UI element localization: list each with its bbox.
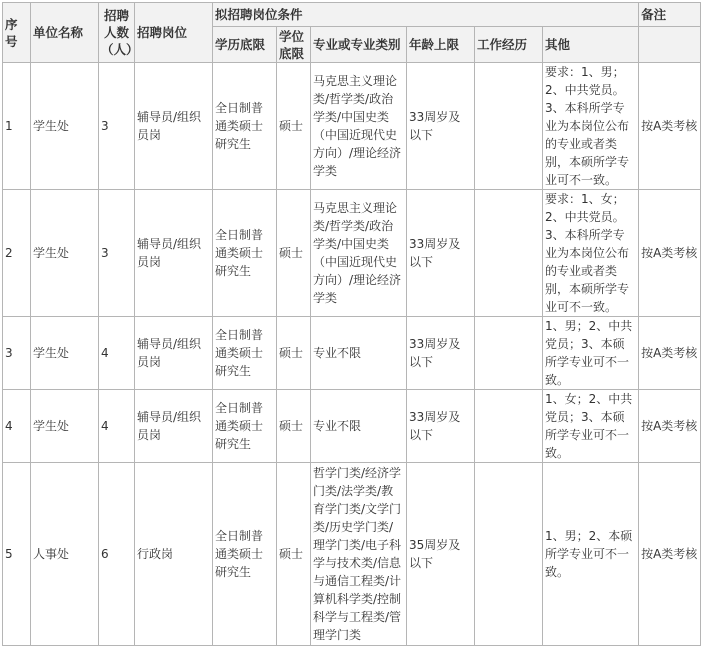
cell-degree: 硕士: [277, 390, 311, 463]
cell-major: 专业不限: [311, 317, 407, 390]
cell-other: 1、女；2、中共党员；3、本硕所学专业可不一致。: [543, 390, 639, 463]
cell-count: 4: [99, 317, 135, 390]
cell-position: 辅导员/组织员岗: [135, 390, 213, 463]
cell-count: 4: [99, 390, 135, 463]
cell-experience: [475, 390, 543, 463]
cell-remarks: 按A类考核: [639, 63, 701, 190]
header-conditions: 拟招聘岗位条件: [213, 3, 639, 27]
table-row: [3, 63, 701, 190]
cell-seq: 4: [3, 390, 31, 463]
table-row: [3, 190, 701, 317]
cell-seq: 2: [3, 190, 31, 317]
cell-remarks: 按A类考核: [639, 190, 701, 317]
cell-seq: 1: [3, 63, 31, 190]
cell-age: 33周岁及以下: [407, 390, 475, 463]
cell-age: 35周岁及以下: [407, 463, 475, 646]
cell-position: 辅导员/组织员岗: [135, 63, 213, 190]
cell-other: 1、男；2、中共党员；3、本硕所学专业可不一致。: [543, 317, 639, 390]
table-row: [3, 390, 701, 463]
cell-edu: 全日制普通类硕士研究生: [213, 63, 277, 190]
recruitment-table: [2, 2, 701, 646]
header-remarks: 备注: [639, 3, 701, 27]
cell-unit: 学生处: [31, 317, 99, 390]
cell-other: 1、男；2、本硕所学专业可不一致。: [543, 463, 639, 646]
header-other: 其他: [543, 27, 639, 63]
table-row: [3, 463, 701, 646]
cell-experience: [475, 463, 543, 646]
header-edu: 学历底限: [213, 27, 277, 63]
cell-remarks: 按A类考核: [639, 390, 701, 463]
cell-edu: 全日制普通类硕士研究生: [213, 463, 277, 646]
table-row: [3, 317, 701, 390]
cell-experience: [475, 317, 543, 390]
cell-edu: 全日制普通类硕士研究生: [213, 317, 277, 390]
cell-age: 33周岁及以下: [407, 63, 475, 190]
header-unit: 单位名称: [31, 3, 99, 63]
cell-remarks: 按A类考核: [639, 317, 701, 390]
cell-position: 行政岗: [135, 463, 213, 646]
cell-degree: 硕士: [277, 190, 311, 317]
header-experience: 工作经历: [475, 27, 543, 63]
cell-edu: 全日制普通类硕士研究生: [213, 190, 277, 317]
header-degree: 学位底限: [277, 27, 311, 63]
cell-age: 33周岁及以下: [407, 190, 475, 317]
cell-count: 6: [99, 463, 135, 646]
cell-major: 马克思主义理论类/哲学类/政治学类/中国史类（中国近现代史方向）/理论经济学类: [311, 190, 407, 317]
header-position: 招聘岗位: [135, 3, 213, 63]
header-major: 专业或专业类别: [311, 27, 407, 63]
cell-degree: 硕士: [277, 463, 311, 646]
cell-major: 哲学门类/经济学门类/法学类/教育学门类/文学门类/历史学门类/理学门类/电子科学与技术类/信息与通信工程类/计算机科学类/控制科学与工程类/管理学门类: [311, 463, 407, 646]
cell-major: 马克思主义理论类/哲学类/政治学类/中国史类（中国近现代史方向）/理论经济学类: [311, 63, 407, 190]
header-age: 年龄上限: [407, 27, 475, 63]
cell-major: 专业不限: [311, 390, 407, 463]
header-seq: 序号: [3, 3, 31, 63]
cell-seq: 5: [3, 463, 31, 646]
cell-degree: 硕士: [277, 63, 311, 190]
header-remarks-blank: [639, 27, 701, 63]
cell-position: 辅导员/组织员岗: [135, 190, 213, 317]
cell-remarks: 按A类考核: [639, 463, 701, 646]
cell-unit: 学生处: [31, 190, 99, 317]
cell-experience: [475, 63, 543, 190]
cell-seq: 3: [3, 317, 31, 390]
cell-edu: 全日制普通类硕士研究生: [213, 390, 277, 463]
cell-unit: 学生处: [31, 63, 99, 190]
cell-age: 33周岁及以下: [407, 317, 475, 390]
cell-unit: 学生处: [31, 390, 99, 463]
header-count: 招聘人数（人）: [99, 3, 135, 63]
cell-count: 3: [99, 63, 135, 190]
cell-experience: [475, 190, 543, 317]
cell-position: 辅导员/组织员岗: [135, 317, 213, 390]
cell-other: 要求：1、女；2、中共党员。3、本科所学专业为本岗位公布的专业或者类别，本硕所学专业可不一致。: [543, 190, 639, 317]
cell-other: 要求：1、男；2、中共党员。3、本科所学专业为本岗位公布的专业或者类别，本硕所学专业可不一致。: [543, 63, 639, 190]
cell-count: 3: [99, 190, 135, 317]
cell-unit: 人事处: [31, 463, 99, 646]
cell-degree: 硕士: [277, 317, 311, 390]
